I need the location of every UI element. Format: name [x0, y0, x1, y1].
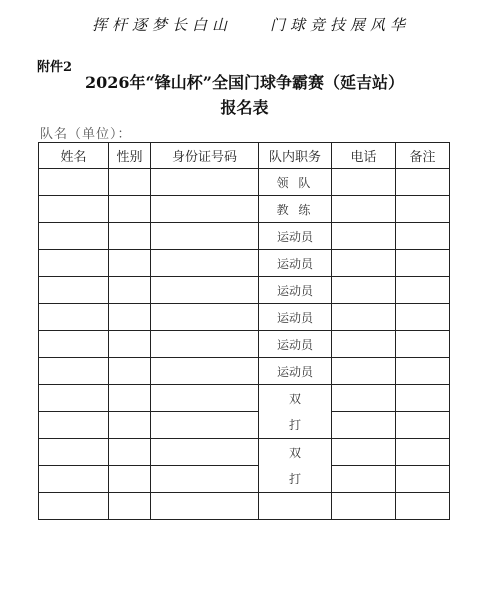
remarks-cell[interactable] [396, 223, 450, 250]
table-row [39, 385, 450, 412]
name-cell[interactable] [39, 493, 109, 520]
gender-cell[interactable] [109, 223, 151, 250]
table-row [39, 439, 450, 466]
role-cell: 运动员 [259, 250, 332, 277]
doubles-label-line2: 打 [288, 417, 301, 432]
id-number-cell[interactable] [151, 277, 259, 304]
id-number-cell[interactable] [151, 439, 259, 466]
remarks-cell[interactable] [396, 466, 450, 493]
name-cell[interactable] [39, 277, 109, 304]
phone-cell[interactable] [332, 304, 396, 331]
role-cell: 运动员 [259, 358, 332, 385]
table-row [39, 196, 450, 223]
id-number-cell[interactable] [151, 358, 259, 385]
phone-cell[interactable] [332, 223, 396, 250]
id-number-cell[interactable] [151, 385, 259, 412]
gender-cell[interactable] [109, 277, 151, 304]
remarks-cell[interactable] [396, 196, 450, 223]
name-cell[interactable] [39, 196, 109, 223]
remarks-cell[interactable] [396, 358, 450, 385]
gender-cell[interactable] [109, 196, 151, 223]
registration-table [38, 142, 450, 520]
remarks-cell[interactable] [396, 493, 450, 520]
document-title: 2026年“锋山杯”全国门球争霸赛（延吉站） [85, 73, 404, 92]
id-number-cell[interactable] [151, 304, 259, 331]
gender-cell[interactable] [109, 439, 151, 466]
role-cell: 教 练 [259, 196, 332, 223]
phone-cell[interactable] [332, 277, 396, 304]
name-cell[interactable] [39, 439, 109, 466]
gender-cell[interactable] [109, 169, 151, 196]
document-subtitle: 报名表 [220, 98, 269, 117]
team-name-label: 队名（单位）： [40, 127, 132, 142]
slogan-left: 挥杆逐梦长白山 [92, 16, 233, 34]
name-cell[interactable] [39, 331, 109, 358]
role-cell: 运动员 [259, 277, 332, 304]
remarks-cell[interactable] [396, 304, 450, 331]
name-cell[interactable] [39, 466, 109, 493]
table-row [39, 466, 450, 493]
phone-cell[interactable] [332, 169, 396, 196]
doubles-label-line2: 打 [288, 471, 301, 486]
phone-cell[interactable] [332, 466, 396, 493]
remarks-cell[interactable] [396, 412, 450, 439]
table-row [39, 412, 450, 439]
gender-cell[interactable] [109, 385, 151, 412]
column-header-phone: 电话 [332, 143, 396, 169]
column-header-team-role: 队内职务 [259, 143, 332, 169]
name-cell[interactable] [39, 385, 109, 412]
slogan-right: 门球竞技展风华 [270, 16, 411, 34]
doubles-role-cell [259, 439, 332, 493]
id-number-cell[interactable] [151, 412, 259, 439]
gender-cell[interactable] [109, 412, 151, 439]
id-number-cell[interactable] [151, 169, 259, 196]
id-number-cell[interactable] [151, 196, 259, 223]
doubles-label-line1: 双 [288, 445, 301, 460]
phone-cell[interactable] [332, 493, 396, 520]
name-cell[interactable] [39, 223, 109, 250]
table-row [39, 250, 450, 277]
role-cell[interactable] [259, 493, 332, 520]
role-cell: 运动员 [259, 223, 332, 250]
doubles-role-cell [259, 385, 332, 439]
gender-cell[interactable] [109, 304, 151, 331]
remarks-cell[interactable] [396, 439, 450, 466]
phone-cell[interactable] [332, 250, 396, 277]
table-row [39, 358, 450, 385]
name-cell[interactable] [39, 304, 109, 331]
column-header-remarks: 备注 [396, 143, 450, 169]
gender-cell[interactable] [109, 466, 151, 493]
role-cell: 领 队 [259, 169, 332, 196]
name-cell[interactable] [39, 169, 109, 196]
remarks-cell[interactable] [396, 277, 450, 304]
role-cell: 运动员 [259, 304, 332, 331]
phone-cell[interactable] [332, 331, 396, 358]
name-cell[interactable] [39, 250, 109, 277]
table-row [39, 493, 450, 520]
id-number-cell[interactable] [151, 493, 259, 520]
id-number-cell[interactable] [151, 466, 259, 493]
name-cell[interactable] [39, 358, 109, 385]
column-header-id-number: 身份证号码 [151, 143, 259, 169]
slogan-header [0, 14, 489, 36]
id-number-cell[interactable] [151, 331, 259, 358]
id-number-cell[interactable] [151, 250, 259, 277]
table-row [39, 223, 450, 250]
role-cell: 运动员 [259, 331, 332, 358]
gender-cell[interactable] [109, 250, 151, 277]
doubles-label-line1: 双 [288, 391, 301, 406]
phone-cell[interactable] [332, 439, 396, 466]
table-row [39, 169, 450, 196]
table-row [39, 331, 450, 358]
column-header-name: 姓名 [39, 143, 109, 169]
name-cell[interactable] [39, 412, 109, 439]
table-row [39, 304, 450, 331]
id-number-cell[interactable] [151, 223, 259, 250]
gender-cell[interactable] [109, 331, 151, 358]
gender-cell[interactable] [109, 358, 151, 385]
column-header-gender: 性别 [109, 143, 151, 169]
attachment-label: 附件2 [37, 60, 73, 75]
remarks-cell[interactable] [396, 169, 450, 196]
remarks-cell[interactable] [396, 331, 450, 358]
phone-cell[interactable] [332, 358, 396, 385]
remarks-cell[interactable] [396, 250, 450, 277]
table-header-row [39, 143, 450, 169]
phone-cell[interactable] [332, 196, 396, 223]
phone-cell[interactable] [332, 385, 396, 412]
remarks-cell[interactable] [396, 385, 450, 412]
table-row [39, 277, 450, 304]
gender-cell[interactable] [109, 493, 151, 520]
phone-cell[interactable] [332, 412, 396, 439]
